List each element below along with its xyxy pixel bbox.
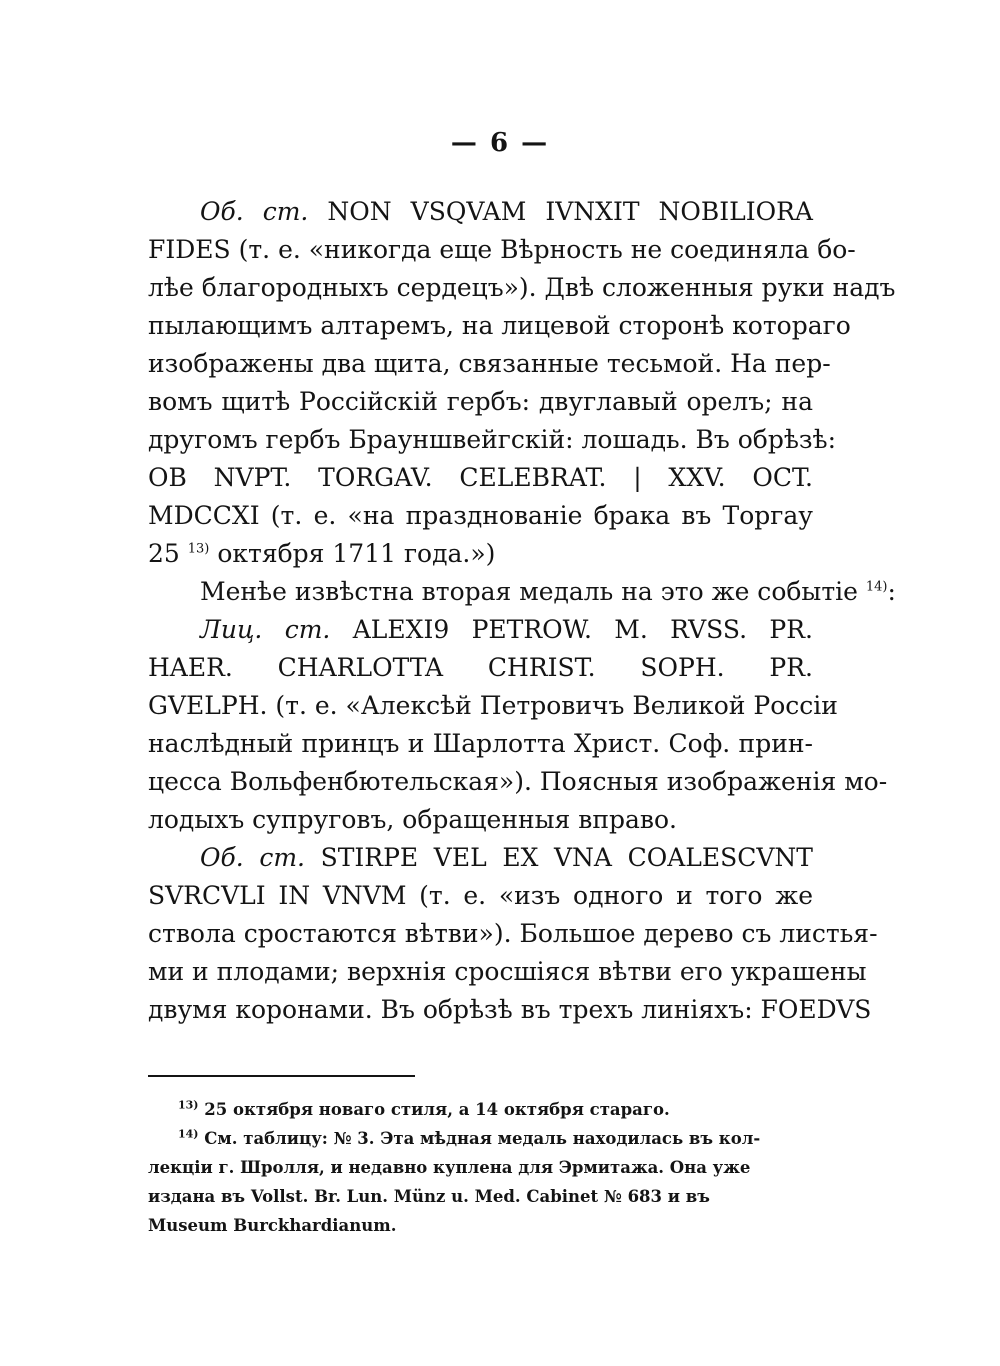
footnotes — [148, 1095, 813, 1240]
text-line — [148, 839, 813, 877]
text-line: OB NVPT. TORGAV. CELEBRAT. | XXV. OCT. — [148, 463, 813, 492]
line-text: ALEXI9 PETROW. M. RVSS. PR. — [330, 615, 813, 644]
footnote-continuation: издана въ Vollst. Br. Lun. Münz u. Med. Cabinet № 683 и въ — [148, 1187, 710, 1206]
text-line: ми и плодами; верхнія сросшіяся вѣтви его украшены — [148, 957, 867, 986]
text-line: лодыхъ супруговъ, обращенныя вправо. — [148, 805, 677, 834]
footnote-continuation: Museum Burckhardianum. — [148, 1216, 397, 1235]
reverse-label: Лиц. ст. — [200, 615, 331, 644]
text-line: ствола сростаются вѣтви»). Большое дерево съ листья- — [148, 919, 878, 948]
text-line: GVELPH. (т. е. «Алексѣй Петровичъ Великой Россіи — [148, 691, 838, 720]
footnote-ref: 14) — [865, 579, 888, 595]
body-text — [148, 193, 896, 1029]
text-line: FIDES (т. е. «никогда еще Вѣрность не соединяла бо- — [148, 235, 856, 264]
text-line: изображены два щита, связанные тесьмой. На пер- — [148, 349, 831, 378]
footnote-mark: 13) — [178, 1098, 199, 1112]
text-line: HAER. CHARLOTTA CHRIST. SOPH. PR. — [148, 653, 813, 682]
text-line: MDCCXI (т. е. «на празднованіе брака въ Торгау — [148, 501, 813, 530]
text-line: вомъ щитѣ Россійскій гербъ: двуглавый орелъ; на — [148, 387, 813, 416]
text-line — [148, 573, 896, 611]
footnote-continuation: лекціи г. Шролля, и недавно куплена для Эрмитажа. Она уже — [148, 1158, 751, 1177]
footnote-mark: 14) — [178, 1127, 199, 1141]
line-text: NON VSQVAM IVNXIT NOBILIORA — [308, 197, 813, 226]
obverse-label: Об. ст. — [200, 843, 305, 872]
text-line: пылающимъ алтаремъ, на лицевой сторонѣ котораго — [148, 311, 851, 340]
footnote-divider — [148, 1075, 415, 1077]
footnote — [148, 1095, 813, 1124]
line-text: октября 1711 года.») — [209, 539, 496, 568]
line-text: STIRPE VEL EX VNA COALESCVNT — [304, 843, 813, 872]
text-line — [148, 611, 813, 649]
text-line — [148, 193, 813, 231]
text-line — [148, 535, 813, 573]
text-line: двумя коронами. Въ обрѣзѣ въ трехъ линіяхъ: FOEDVS — [148, 995, 872, 1024]
line-text: Менѣе извѣстна вторая медаль на это же событіе — [200, 577, 866, 606]
line-text: 25 — [148, 539, 188, 568]
line-text: : — [887, 577, 896, 606]
text-line: SVRCVLI IN VNVM (т. е. «изъ одного и того же — [148, 881, 813, 910]
text-line: другомъ гербъ Брауншвейгскій: лошадь. Въ обрѣзѣ: — [148, 425, 837, 454]
obverse-label: Об. ст. — [200, 197, 309, 226]
footnote-text: 25 октября новаго стиля, а 14 октября стараго. — [198, 1100, 670, 1119]
footnote-ref: 13) — [187, 541, 210, 557]
footnote — [148, 1124, 813, 1153]
page-number: — 6 — — [450, 128, 550, 158]
text-line: цесса Вольфенбютельская»). Поясныя изображенія мо- — [148, 767, 888, 796]
footnote-text: См. таблицу: № 3. Эта мѣдная медаль находилась въ кол- — [198, 1129, 761, 1148]
text-line: наслѣдный принцъ и Шарлотта Христ. Соф. прин- — [148, 729, 813, 758]
text-line: лѣе благородныхъ сердецъ»). Двѣ сложенныя руки надъ — [148, 273, 896, 302]
